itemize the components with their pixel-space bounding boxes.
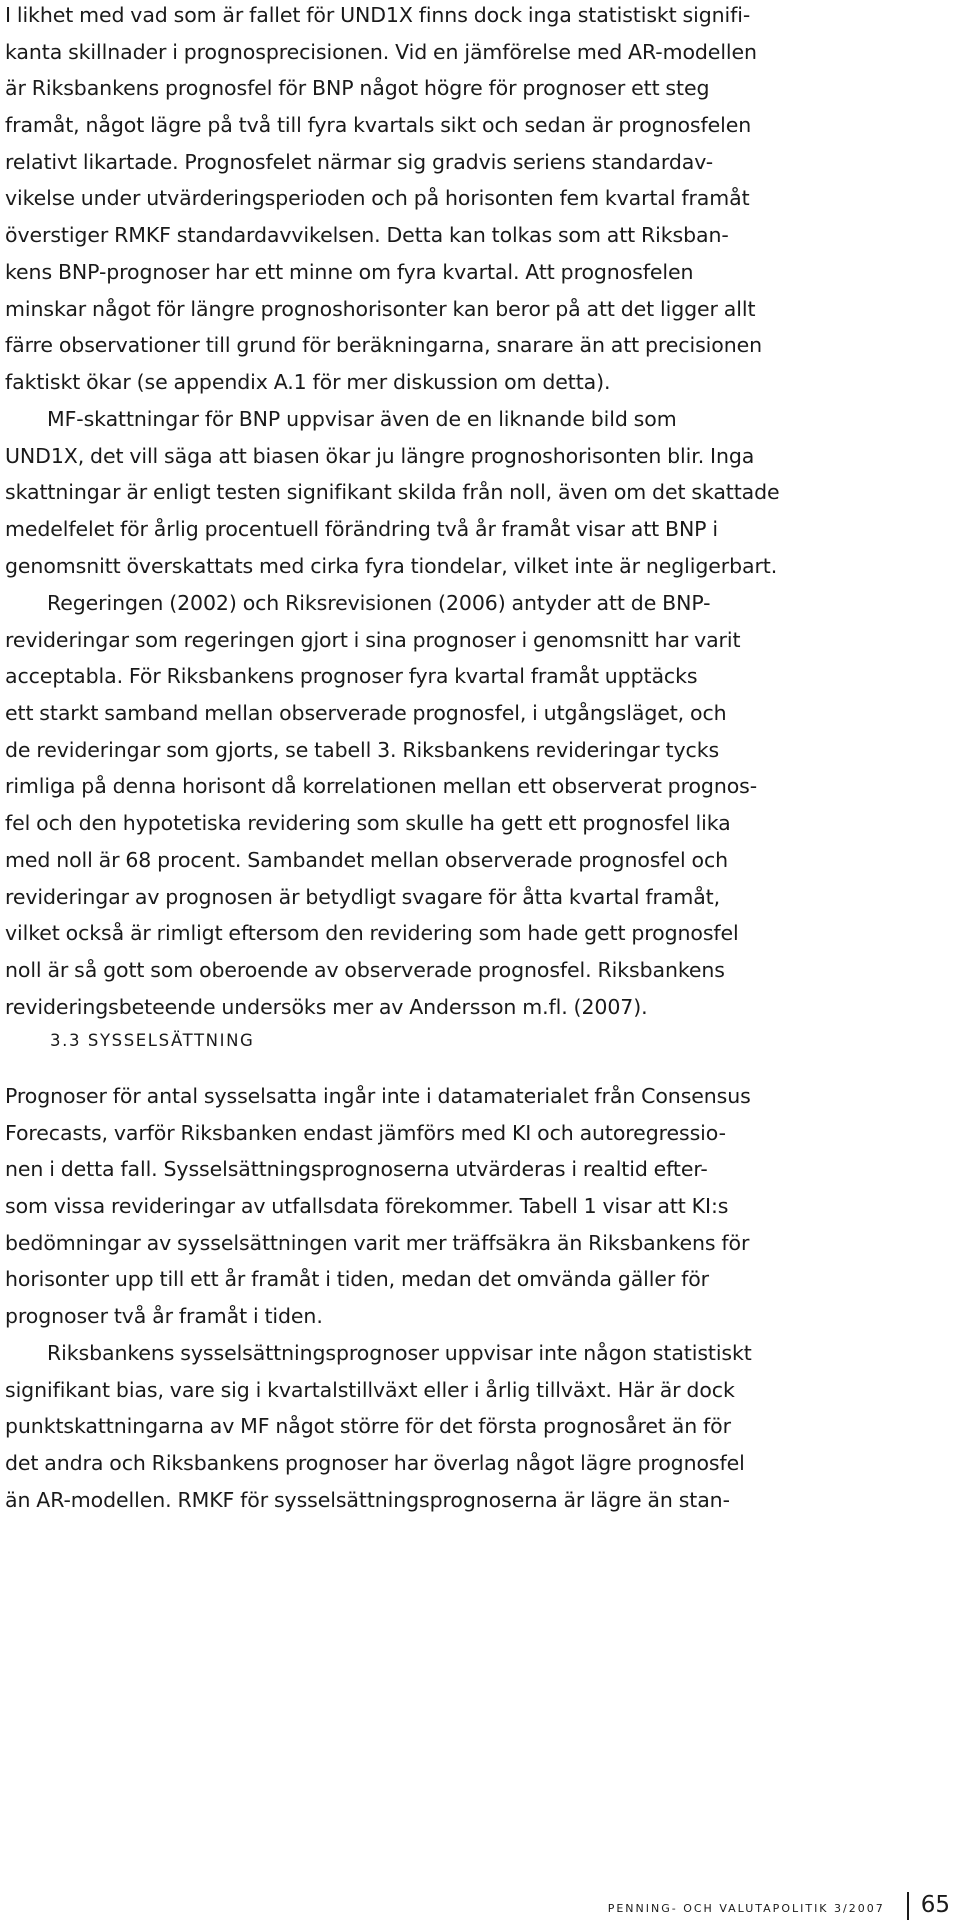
text-line: fel och den hypotetiska revidering som skulle ha gett ett prognosfel lika xyxy=(5,811,731,836)
text-line: medelfelet för årlig procentuell förändring två år framåt visar att BNP i xyxy=(5,517,718,542)
paragraph-2 xyxy=(5,401,920,584)
text-line: acceptabla. För Riksbankens prognoser fyra kvartal framåt upptäcks xyxy=(5,664,698,689)
paragraph-4 xyxy=(5,1078,920,1335)
text-line: signifikant bias, vare sig i kvartalstillväxt eller i årlig tillväxt. Här är dock xyxy=(5,1377,735,1402)
paragraph-5 xyxy=(5,1335,920,1518)
text-line: UND1X, det vill säga att biasen ökar ju längre prognoshorisonten blir. Inga xyxy=(5,443,755,468)
text-line: än AR-modellen. RMKF för sysselsättningsprognoserna är lägre än stan- xyxy=(5,1487,730,1512)
text-line: revideringar som regeringen gjort i sina prognoser i genomsnitt har varit xyxy=(5,627,741,652)
text-line: prognoser två år framåt i tiden. xyxy=(5,1304,323,1329)
text-line: Forecasts, varför Riksbanken endast jämförs med KI och autoregressio- xyxy=(5,1120,726,1145)
text-line: med noll är 68 procent. Sambandet mellan observerade prognosfel och xyxy=(5,847,729,872)
text-line: Regeringen (2002) och Riksrevisionen (2006) antyder att de BNP- xyxy=(47,591,711,615)
paragraph-3 xyxy=(5,585,920,1025)
text-line: revideringar av prognosen är betydligt svagare för åtta kvartal framåt, xyxy=(5,884,721,909)
paragraph-1 xyxy=(5,0,920,401)
page-number: 65 xyxy=(920,1892,950,1918)
text-line: de revideringar som gjorts, se tabell 3. Riksbankens revideringar tycks xyxy=(5,737,720,762)
text-line: faktiskt ökar (se appendix A.1 för mer diskussion om detta). xyxy=(5,369,611,394)
text-line: ett starkt samband mellan observerade prognosfel, i utgångsläget, och xyxy=(5,701,727,726)
text-line: minskar något för längre prognoshorisonter kan beror på att det ligger allt xyxy=(5,296,756,321)
text-line: Prognoser för antal sysselsatta ingår inte i datamaterialet från Consensus xyxy=(5,1084,751,1108)
text-line: rimliga på denna horisont då korrelationen mellan ett observerat prognos- xyxy=(5,774,758,799)
text-line: kens BNP-prognoser har ett minne om fyra kvartal. Att prognosfelen xyxy=(5,259,694,284)
text-line: som vissa revideringar av utfallsdata förekommer. Tabell 1 visar att KI:s xyxy=(5,1194,729,1219)
text-line: noll är så gott som oberoende av observerade prognosfel. Riksbankens xyxy=(5,957,725,982)
text-line: horisonter upp till ett år framåt i tiden, medan det omvända gäller för xyxy=(5,1267,709,1292)
text-line: Riksbankens sysselsättningsprognoser uppvisar inte någon statistiskt xyxy=(47,1341,752,1365)
text-line: är Riksbankens prognosfel för BNP något högre för prognoser ett steg xyxy=(5,76,710,101)
text-line: revideringsbeteende undersöks mer av Andersson m.fl. (2007). xyxy=(5,994,648,1019)
text-line: punktskattningarna av MF något större för det första prognosåret än för xyxy=(5,1414,731,1439)
journal-name: PENNING- OCH VALUTAPOLITIK 3/2007 xyxy=(607,1902,885,1915)
page-footer xyxy=(608,1892,950,1920)
text-line: bedömningar av sysselsättningen varit mer träffsäkra än Riksbankens för xyxy=(5,1230,750,1255)
section-heading: 3.3 SYSSELSÄTTNING xyxy=(50,1031,255,1050)
text-line: I likhet med vad som är fallet för UND1X finns dock inga statistiskt signifi- xyxy=(5,3,751,27)
text-line: vilket också är rimligt eftersom den revidering som hade gett prognosfel xyxy=(5,921,739,946)
text-line: framåt, något lägre på två till fyra kvartals sikt och sedan är prognosfelen xyxy=(5,113,752,138)
text-line: MF-skattningar för BNP uppvisar även de en liknande bild som xyxy=(47,407,677,431)
text-line: skattningar är enligt testen signifikant skilda från noll, även om det skattade xyxy=(5,480,780,505)
text-line: kanta skillnader i prognosprecisionen. Vid en jämförelse med AR-modellen xyxy=(5,39,757,64)
text-line: vikelse under utvärderingsperioden och på horisonten fem kvartal framåt xyxy=(5,186,750,211)
text-line: nen i detta fall. Sysselsättningsprognoserna utvärderas i realtid efter- xyxy=(5,1157,708,1182)
text-line: genomsnitt överskattats med cirka fyra tiondelar, vilket inte är negligerbart. xyxy=(5,553,778,578)
text-line: relativt likartade. Prognosfelet närmar sig gradvis seriens standardav- xyxy=(5,149,713,174)
text-line: färre observationer till grund för beräkningarna, snarare än att precisionen xyxy=(5,333,762,358)
footer-divider xyxy=(907,1892,909,1920)
text-line: det andra och Riksbankens prognoser har överlag något lägre prognosfel xyxy=(5,1451,745,1476)
text-line: överstiger RMKF standardavvikelsen. Detta kan tolkas som att Riksban- xyxy=(5,223,729,248)
